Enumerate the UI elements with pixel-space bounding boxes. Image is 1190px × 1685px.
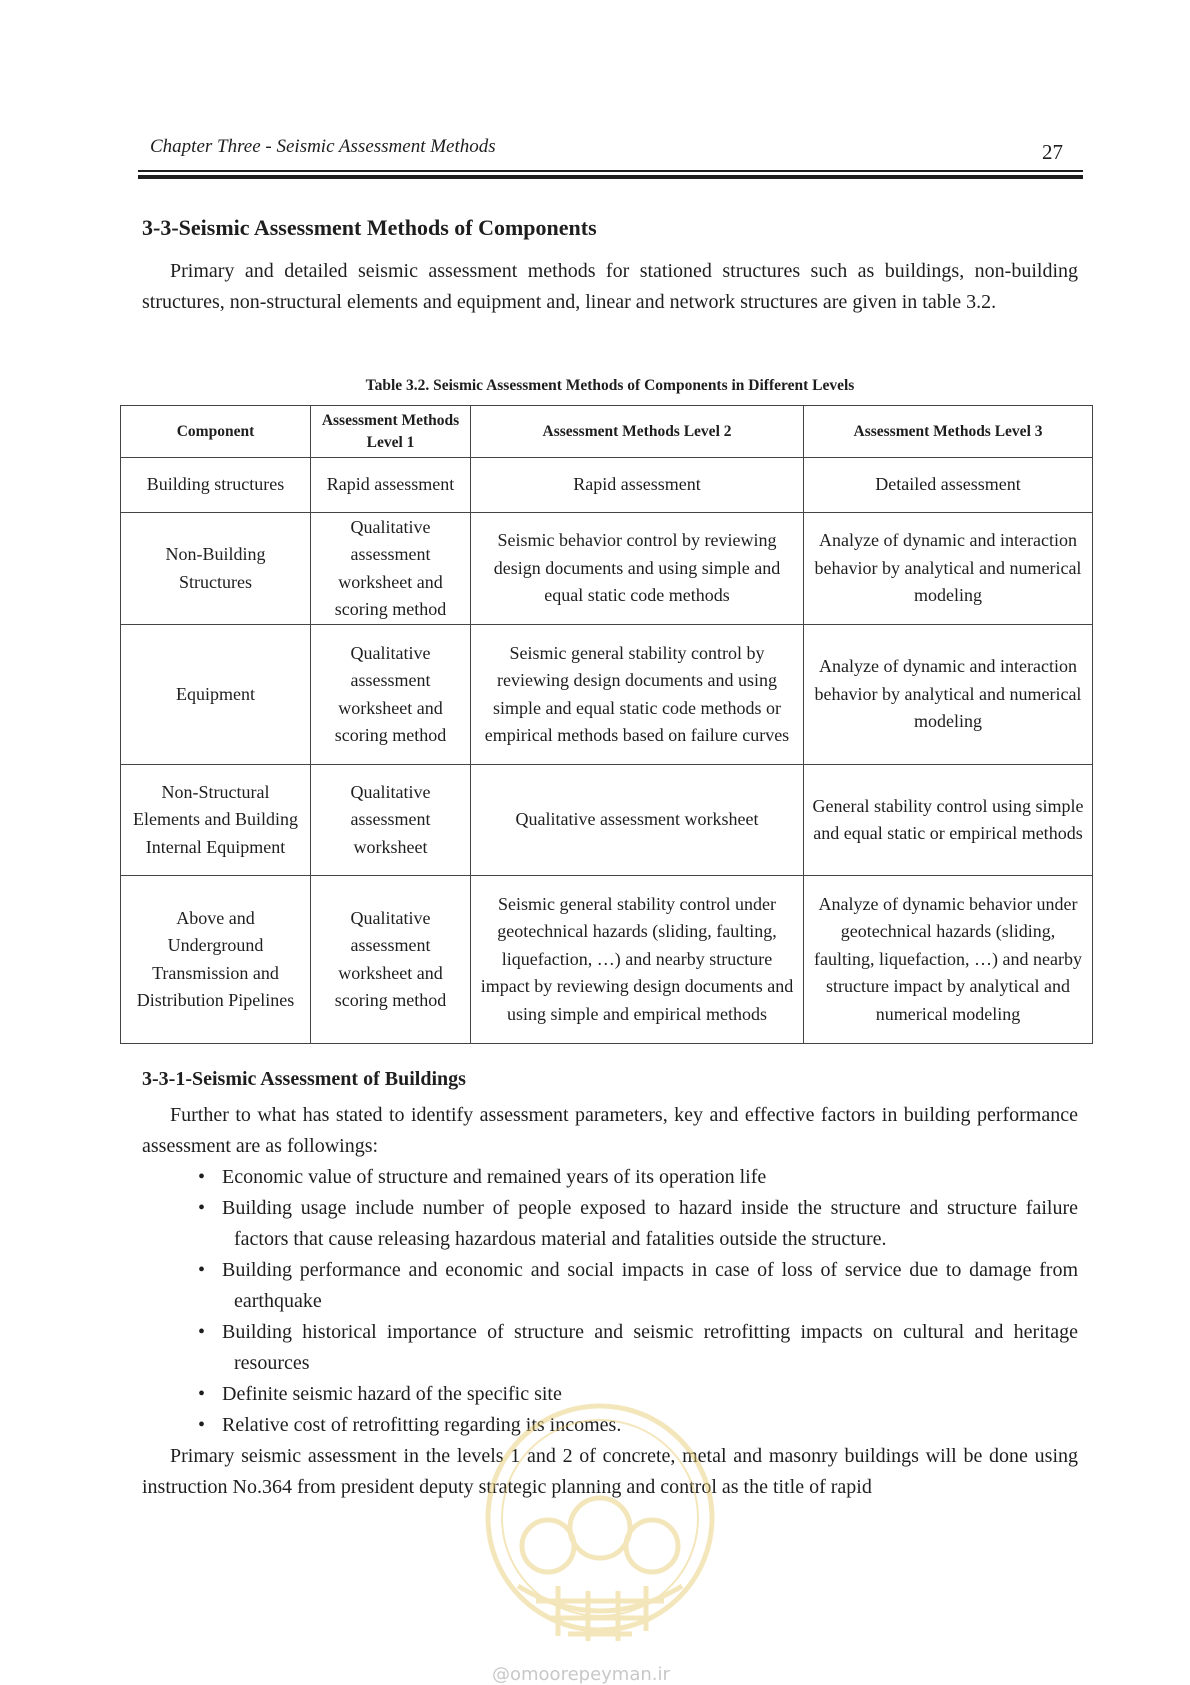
list-item-text: Building historical importance of structure and seismic retrofitting impacts on cultural and heritage resources (222, 1321, 1078, 1374)
table-cell: Non-Structural Elements and Building Internal Equipment (121, 765, 311, 876)
bullet-glyph: • (198, 1259, 206, 1281)
section-heading: 3-3-Seismic Assessment Methods of Components (142, 215, 597, 240)
table-cell: Rapid assessment (311, 458, 471, 513)
bullet-glyph: • (198, 1414, 206, 1436)
list-item (198, 1193, 1078, 1255)
subsection-closing: Primary seismic assessment in the levels 1 and 2 of concrete, metal and masonry buildings will be done using instruction No.364 from president deputy strategic planning and control as the title of rapid (142, 1445, 1078, 1498)
table-cell: Qualitative assessment worksheet (471, 765, 804, 876)
running-header (138, 128, 1083, 178)
table-header-cell: Assessment Methods Level 1 (311, 406, 471, 458)
table-cell: Qualitative assessment worksheet (311, 765, 471, 876)
table-header-cell: Component (121, 406, 311, 458)
list-item-text: Building performance and economic and social impacts in case of loss of service due to damage from earthquake (222, 1259, 1078, 1312)
page-number: 27 (1042, 140, 1063, 164)
methods-table (120, 405, 1093, 1044)
table-cell: Non-Building Structures (121, 513, 311, 625)
chapter-title: Chapter Three - Seismic Assessment Methods (150, 136, 496, 157)
table-cell: Analyze of dynamic and interaction behavior by analytical and numerical modeling (804, 625, 1093, 765)
list-item-text: Relative cost of retrofitting regarding its incomes. (222, 1414, 622, 1436)
subsection-intro: Further to what has stated to identify assessment parameters, key and effective factors in building performance assessment are as followings: (142, 1104, 1078, 1157)
list-item-text: Building usage include number of people exposed to hazard inside the structure and structure failure factors that cause releasing hazardous material and fatalities outside the structure. (222, 1197, 1078, 1250)
table-cell: Qualitative assessment worksheet and scoring method (311, 625, 471, 765)
list-item (198, 1317, 1078, 1379)
table-cell: Seismic general stability control under geotechnical hazards (sliding, faulting, liquefaction, …) and nearby structure impact by reviewing design documents and using simple and empirical methods (471, 876, 804, 1044)
section-intro-block (142, 256, 1078, 318)
table-cell: Qualitative assessment worksheet and scoring method (311, 876, 471, 1044)
table-cell: Rapid assessment (471, 458, 804, 513)
bullet-glyph: • (198, 1321, 206, 1343)
table-row (121, 513, 1093, 625)
bullet-glyph: • (198, 1197, 206, 1219)
section-intro: Primary and detailed seismic assessment methods for stationed structures such as buildings, non-building structures, non-structural elements and equipment and, linear and network structures are given in table 3.2. (142, 260, 1078, 313)
table-header-row (121, 406, 1093, 458)
table-caption: Table 3.2. Seismic Assessment Methods of Components in Different Levels (365, 377, 855, 394)
table-cell: Qualitative assessment worksheet and scoring method (311, 513, 471, 625)
table-cell: Detailed assessment (804, 458, 1093, 513)
watermark-text: @omoorepeyman.ir (492, 1664, 670, 1685)
bullet-glyph: • (198, 1166, 206, 1188)
list-item-text: Definite seismic hazard of the specific site (222, 1383, 562, 1405)
table-row (121, 765, 1093, 876)
table-cell: Above and Underground Transmission and Distribution Pipelines (121, 876, 311, 1044)
table-row (121, 458, 1093, 513)
table-cell: Analyze of dynamic behavior under geotechnical hazards (sliding, faulting, liquefaction, …) and nearby structure impact by analytical and numerical modeling (804, 876, 1093, 1044)
header-rule-thick (138, 175, 1083, 179)
watermark-seal-icon (478, 1396, 722, 1676)
header-rule-thin (138, 170, 1083, 172)
table-header-cell: Assessment Methods Level 2 (471, 406, 804, 458)
table-row (121, 625, 1093, 765)
subsection-heading: 3-3-1-Seismic Assessment of Buildings (142, 1068, 466, 1090)
table-cell: Equipment (121, 625, 311, 765)
table-cell: Analyze of dynamic and interaction behavior by analytical and numerical modeling (804, 513, 1093, 625)
table-row (121, 876, 1093, 1044)
list-item (198, 1162, 1078, 1193)
table-cell: Building structures (121, 458, 311, 513)
table-cell: Seismic behavior control by reviewing design documents and using simple and equal static code methods (471, 513, 804, 625)
table-cell: General stability control using simple and equal static or empirical methods (804, 765, 1093, 876)
table-cell: Seismic general stability control by reviewing design documents and using simple and equal static code methods or empirical methods based on failure curves (471, 625, 804, 765)
bullet-glyph: • (198, 1383, 206, 1405)
table-header-cell: Assessment Methods Level 3 (804, 406, 1093, 458)
list-item-text: Economic value of structure and remained years of its operation life (222, 1166, 767, 1188)
list-item (198, 1255, 1078, 1317)
